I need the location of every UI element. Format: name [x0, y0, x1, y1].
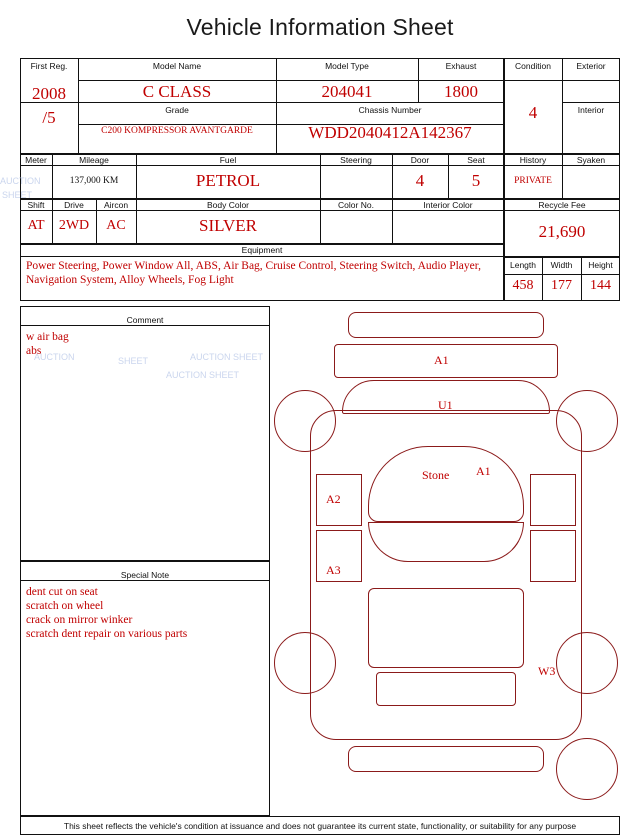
comment-text — [26, 330, 266, 358]
model-type-label: Model Type — [325, 61, 369, 71]
damage-mark-stone-roof: Stone — [422, 468, 450, 482]
special-note-label: Special Note — [120, 570, 170, 580]
damage-mark-a1-hood: A1 — [434, 353, 449, 367]
model-name-label: Model Name — [152, 61, 202, 71]
model-type-value: 204041 — [321, 82, 373, 101]
chassis-number-label: Chassis Number — [358, 105, 422, 115]
mileage-value: 137,000 KM — [69, 176, 119, 186]
seat-value: 5 — [471, 171, 481, 190]
damage-mark-w3-right-rear-wheel: W3 — [538, 664, 556, 678]
right-rear-wheel — [556, 632, 618, 694]
spare-wheel — [556, 738, 618, 800]
left-rear-wheel — [274, 632, 336, 694]
recycle-fee-label: Recycle Fee — [538, 200, 586, 210]
shift-label: Shift — [27, 200, 45, 210]
aircon-value: AC — [106, 218, 126, 233]
right-front-door — [530, 474, 576, 526]
rear-panel — [376, 672, 516, 706]
length-value: 458 — [512, 278, 534, 293]
steering-label: Steering — [340, 155, 372, 165]
chassis-number-value: WDD2040412A142367 — [308, 123, 472, 142]
height-label: Height — [588, 260, 613, 270]
watermark: AUCTION — [34, 352, 75, 362]
exhaust-value: 1800 — [444, 82, 478, 101]
equipment-text: Power Steering, Power Window All, ABS, Air Bag, Cruise Control, Steering Switch, Audio Player, Navigation System, Alloy Wheels, Fog Light — [26, 260, 482, 286]
watermark: AUCTION SHEET — [166, 370, 240, 380]
footer-text: This sheet reflects the vehicle's condition at issuance and does not guarantee its current state, functionality, or suitability for any purpose — [63, 821, 577, 831]
special-note-line: crack on mirror winker — [26, 614, 133, 626]
history-value: PRIVATE — [514, 176, 552, 186]
condition-value: 4 — [528, 103, 538, 122]
damage-mark-a1-roof-right: A1 — [476, 464, 491, 478]
special-note-text — [26, 585, 266, 641]
right-front-wheel — [556, 390, 618, 452]
interior-label: Interior — [577, 105, 605, 115]
equipment-label: Equipment — [241, 245, 283, 255]
width-value: 177 — [551, 278, 572, 293]
seat-label: Seat — [467, 155, 485, 165]
damage-mark-u1-windshield: U1 — [438, 398, 453, 412]
exhaust-label: Exhaust — [445, 61, 477, 71]
first-reg-label: First Reg. — [30, 61, 68, 71]
vehicle-damage-diagram — [272, 306, 640, 816]
history-label: History — [519, 155, 547, 165]
trunk — [368, 588, 524, 668]
right-rear-door — [530, 530, 576, 582]
watermark: AUCTION — [0, 176, 41, 186]
damage-mark-a2-left-front-door: A2 — [326, 492, 341, 506]
fuel-label: Fuel — [219, 155, 237, 165]
page-title: Vehicle Information Sheet — [186, 14, 454, 40]
first-reg-year: 2008 — [32, 84, 66, 103]
interior-color-label: Interior Color — [423, 200, 473, 210]
condition-label: Condition — [515, 61, 551, 71]
watermark: SHEET — [118, 356, 149, 366]
special-note-line: scratch dent repair on various parts — [26, 628, 188, 640]
model-name-value: C CLASS — [142, 82, 212, 101]
body-color-label: Body Color — [206, 200, 250, 210]
shift-value: AT — [27, 218, 45, 233]
color-no-label: Color No. — [338, 200, 374, 210]
drive-value: 2WD — [58, 218, 90, 233]
aircon-label: Aircon — [103, 200, 129, 210]
recycle-fee-value: 21,690 — [538, 222, 586, 241]
grade-value: C200 KOMPRESSOR AVANTGARDE — [101, 126, 253, 136]
syaken-label: Syaken — [576, 155, 606, 165]
comment-line: abs — [26, 345, 42, 357]
length-label: Length — [510, 260, 536, 270]
grade-label: Grade — [165, 105, 189, 115]
left-front-wheel — [274, 390, 336, 452]
body-color-value: SILVER — [199, 216, 257, 235]
door-value: 4 — [415, 171, 425, 190]
front-bumper — [348, 312, 544, 338]
watermark: SHEET — [2, 190, 33, 200]
rear-bumper — [348, 746, 544, 772]
drive-label: Drive — [64, 200, 84, 210]
door-label: Door — [410, 155, 430, 165]
height-value: 144 — [590, 278, 611, 293]
damage-mark-a3-left-rear-door: A3 — [326, 563, 341, 577]
fuel-value: PETROL — [195, 171, 261, 190]
exterior-label: Exterior — [576, 61, 606, 71]
watermark: AUCTION SHEET — [190, 352, 264, 362]
special-note-line: scratch on wheel — [26, 600, 104, 612]
comment-label: Comment — [126, 315, 164, 325]
first-reg-month: /5 — [42, 108, 56, 127]
width-label: Width — [550, 260, 573, 270]
comment-line: w air bag — [26, 331, 69, 343]
special-note-line: dent cut on seat — [26, 586, 98, 598]
meter-label: Meter — [25, 155, 47, 165]
mileage-label: Mileage — [79, 155, 109, 165]
rear-window — [368, 522, 524, 562]
